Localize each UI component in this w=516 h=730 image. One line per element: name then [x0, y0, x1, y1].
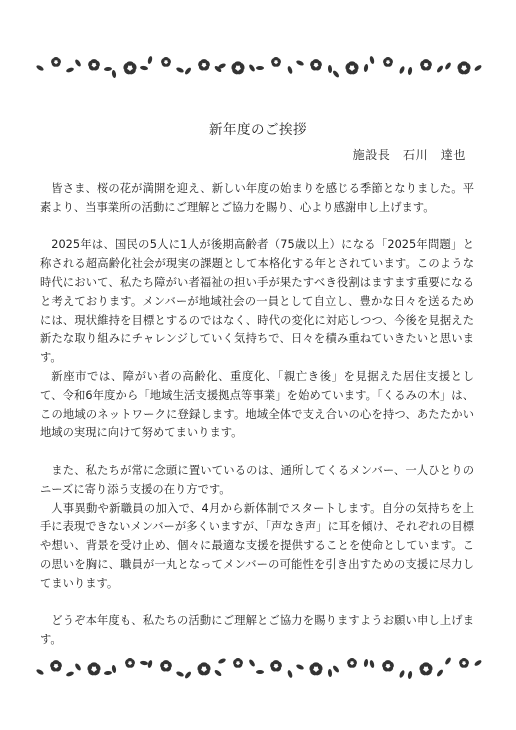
cherry-blossom-icon — [50, 57, 61, 68]
petal-icon — [140, 660, 149, 665]
petal-icon — [256, 670, 264, 674]
petal-icon — [398, 670, 405, 679]
petal-icon — [369, 56, 375, 65]
paragraph-2025-problem: 2025年は、国民の5人に1人が後期高齢者（75歳以上）になる「2025年問題」と称される超高齢化社会が現実の課題として本格化する年とされています。このような時代において、私たち障がい者福祉の担い手が果たすべき役割はますます重要になると考えております。メンバーが地域社会の一員として自立し、豊かな日々を送るためには、現状維持を目標とするのではなく、時代の変化に対応しつつ、今後を見据えた新たな取り組みにチャレンジしていく気持ちで、日々を積み重ねていきたいと思います。 — [40, 238, 474, 365]
petal-icon — [407, 67, 412, 76]
petal-icon — [407, 671, 412, 680]
petal-icon — [184, 67, 192, 76]
cherry-blossom-icon — [309, 59, 322, 71]
cherry-blossom-icon — [124, 658, 135, 669]
petal-icon — [104, 67, 112, 72]
petal-icon — [36, 668, 45, 675]
petal-icon — [444, 657, 452, 666]
petal-icon — [214, 669, 223, 677]
petal-icon — [287, 66, 293, 75]
flower-border-bottom — [26, 653, 490, 683]
page-title: 新年度のご挨拶 — [209, 122, 307, 138]
cherry-blossom-icon — [457, 61, 472, 75]
cherry-blossom-icon — [346, 658, 357, 669]
petal-icon — [111, 665, 116, 674]
cherry-blossom-icon — [382, 57, 393, 68]
petal-icon — [176, 670, 185, 677]
petal-icon — [296, 663, 305, 670]
petal-icon — [218, 657, 227, 664]
cherry-blossom-icon — [87, 662, 102, 676]
petal-icon — [147, 56, 153, 65]
petal-icon — [74, 663, 82, 672]
cherry-blossom-icon — [419, 59, 432, 71]
cherry-blossom-icon — [381, 660, 394, 672]
flower-border-top — [26, 52, 490, 82]
cherry-blossom-icon — [309, 662, 324, 676]
petal-icon — [248, 64, 256, 73]
cherry-blossom-icon — [197, 662, 212, 676]
paragraph-niiza-city: 新座市では、障がい者の高齢化、重度化、「親亡き後」を見据えた居住支援として、令和6年度から「地域生活支援拠点等事業」を始めています。「くるみの木」は、この地域のネットワークに登録します。地域全体で支え合いの心を持つ、あたたかい地域の実現に向けて努めてまいります。 — [40, 369, 474, 440]
cherry-blossom-icon — [87, 59, 100, 71]
petal-icon — [328, 65, 333, 73]
petal-icon — [332, 665, 340, 674]
cherry-blossom-icon — [270, 57, 281, 68]
cherry-blossom-icon — [458, 658, 469, 669]
petal-icon — [436, 65, 444, 74]
letter-body — [40, 180, 474, 650]
cherry-blossom-icon — [269, 660, 282, 672]
blossom-border-svg — [26, 653, 490, 683]
petal-icon — [104, 671, 112, 676]
paragraph-mindset: また、私たちが常に念頭に置いているのは、通所してくるメンバー、一人ひとりのニーズに寄り添う支援の在り方です。 — [40, 463, 474, 496]
petal-icon — [474, 659, 483, 667]
cherry-blossom-icon — [159, 660, 172, 672]
cherry-blossom-icon — [345, 61, 360, 75]
petal-icon — [444, 62, 452, 71]
cherry-blossom-icon — [231, 61, 246, 75]
petal-icon — [140, 65, 149, 70]
petal-icon — [296, 59, 305, 66]
petal-icon — [363, 659, 368, 668]
petal-icon — [287, 670, 293, 679]
petal-icon — [332, 70, 340, 79]
author-line: 施設長 石川 達也 — [352, 148, 466, 162]
petal-icon — [474, 64, 483, 72]
cherry-blossom-icon — [197, 59, 210, 71]
petal-icon — [369, 660, 375, 669]
paragraph-closing: どうぞ本年度も、私たちの活動にご理解とご協力を賜りますようお願い申し上げます。 — [40, 614, 474, 647]
paragraph-greeting: 皆さま、桜の花が満開を迎え、新しい年度の始まりを感じる季節となりました。平素より、当事業所の活動にご理解とご協力を賜り、心より感謝申し上げます。 — [40, 182, 474, 214]
cherry-blossom-icon — [160, 57, 171, 68]
petal-icon — [248, 659, 256, 668]
petal-icon — [66, 67, 75, 73]
petal-icon — [436, 669, 444, 678]
petal-icon — [66, 671, 75, 677]
petal-icon — [74, 59, 82, 68]
petal-icon — [36, 64, 45, 71]
paragraph-new-structure: 人事異動や新職員の加入で、4月から新体制でスタートします。自分の気持ちを上手に表現できないメンバーが多くいますが、「声なき声」に耳を傾け、それぞれの目標や想い、背景を受け止め、個々に最適な支援を提供することを使命としています。この思いを胸に、職員が一丸となってメンバーの可能性を引き出すための支援に尽力してまいります。 — [40, 501, 474, 590]
blossom-border-svg — [26, 52, 490, 82]
petal-icon — [256, 66, 264, 70]
petal-icon — [176, 66, 185, 73]
petal-icon — [184, 671, 192, 680]
cherry-blossom-icon — [419, 662, 434, 676]
petal-icon — [363, 64, 368, 73]
cherry-blossom-icon — [232, 658, 243, 669]
petal-icon — [328, 669, 333, 677]
petal-icon — [398, 66, 405, 75]
cherry-blossom-icon — [123, 61, 138, 75]
cherry-blossom-icon — [49, 660, 62, 672]
petal-icon — [147, 660, 153, 669]
petal-icon — [111, 70, 116, 79]
